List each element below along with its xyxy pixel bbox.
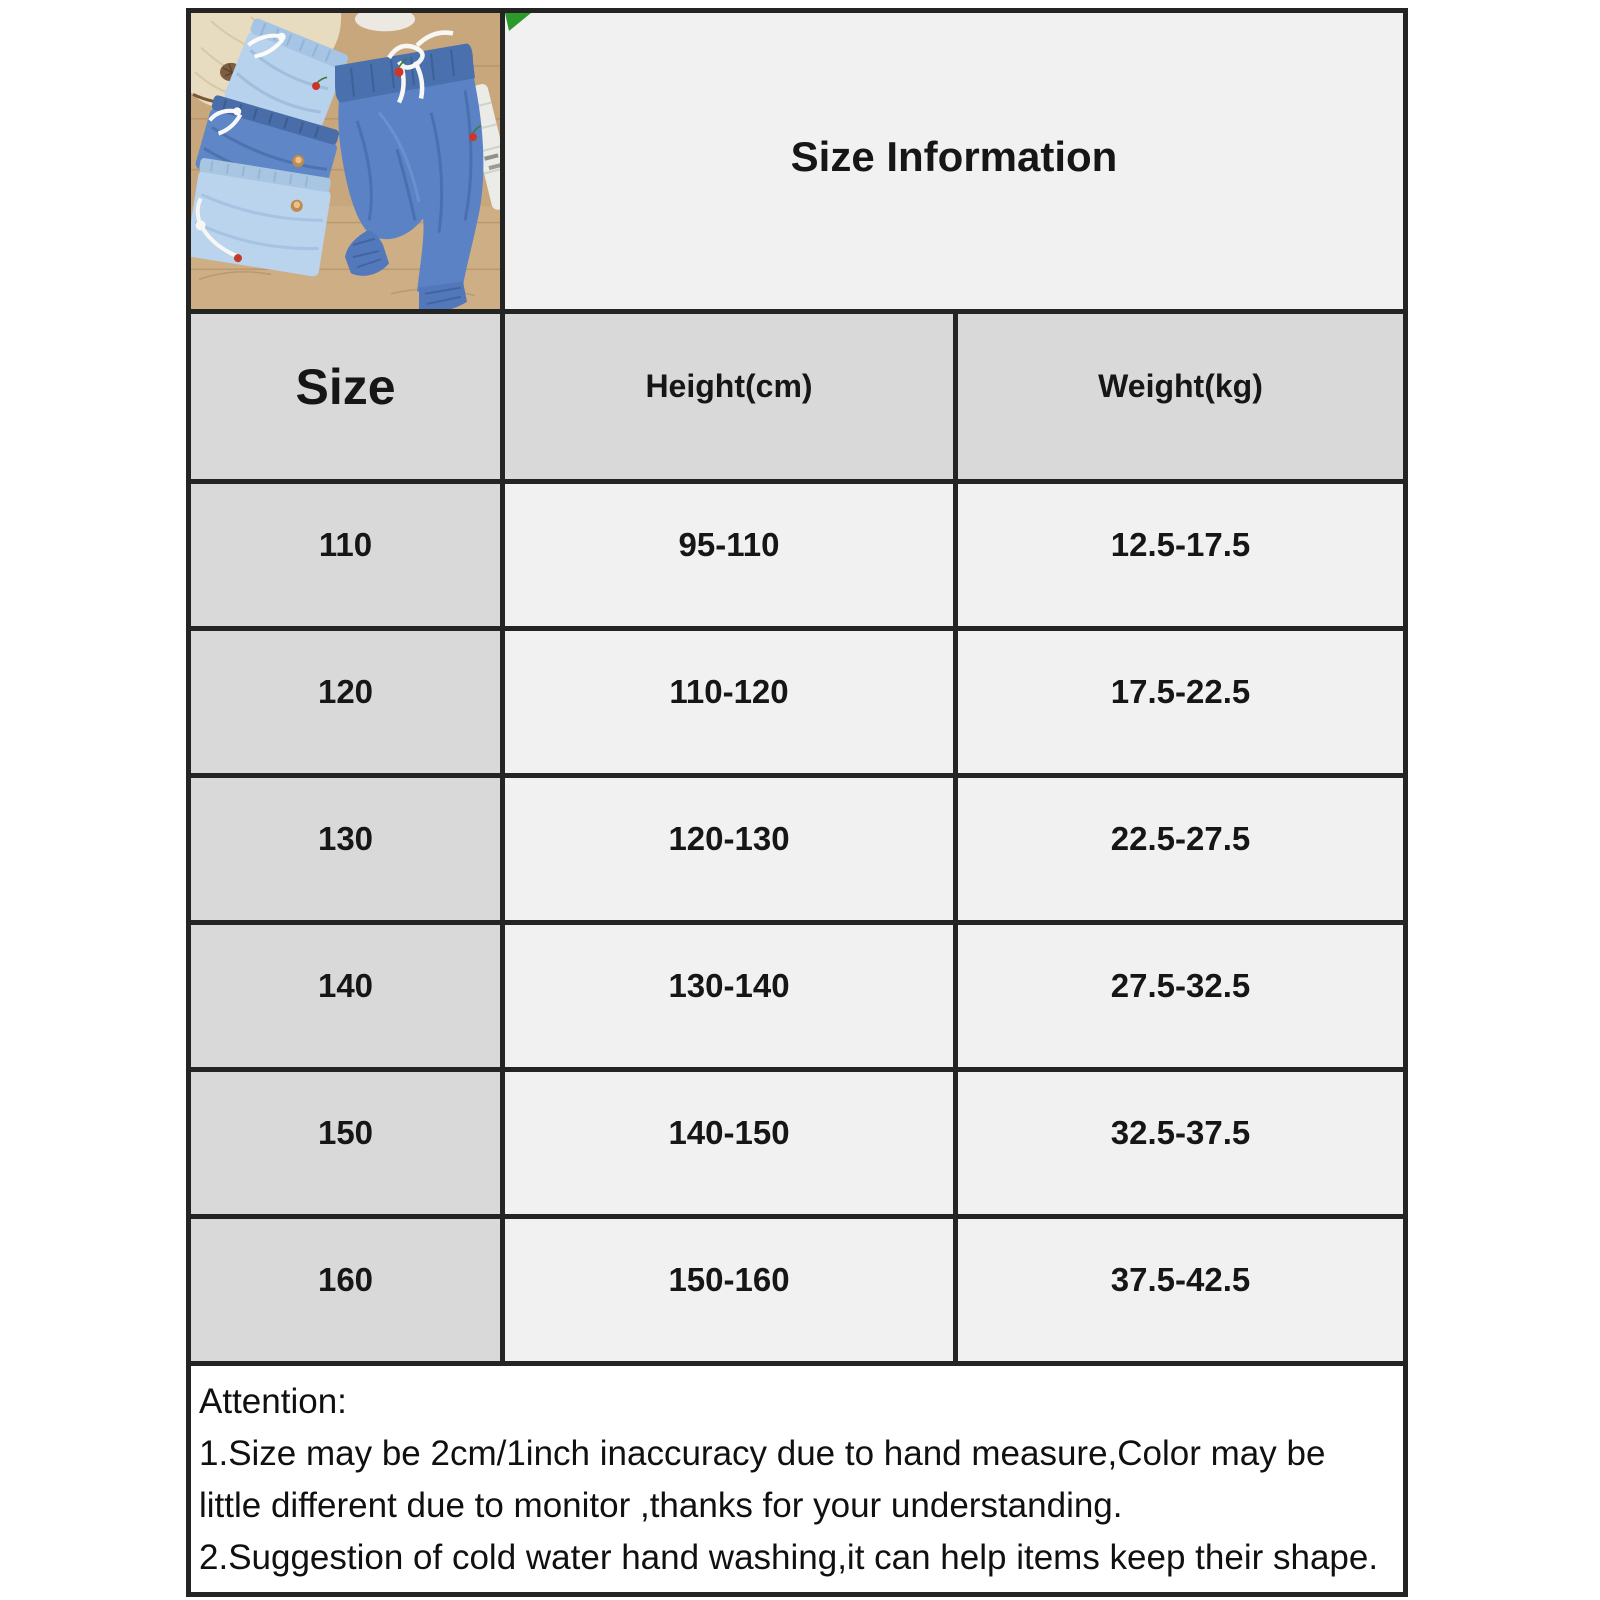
size-value: 110	[191, 484, 505, 626]
size-value: 150	[191, 1072, 505, 1214]
green-corner-triangle-icon	[505, 13, 531, 31]
weight-value: 12.5-17.5	[958, 484, 1403, 626]
column-header-size: Size	[191, 314, 505, 479]
weight-value: 32.5-37.5	[958, 1072, 1403, 1214]
cherry-embroidery	[395, 67, 404, 76]
weight-value: 22.5-27.5	[958, 778, 1403, 920]
table-header-row	[191, 309, 1403, 479]
product-photo	[191, 13, 500, 309]
size-value: 140	[191, 925, 505, 1067]
weight-value: 17.5-22.5	[958, 631, 1403, 773]
weight-value: 27.5-32.5	[958, 925, 1403, 1067]
table-row	[191, 1067, 1403, 1214]
pants-pale-blue-bottom	[191, 157, 333, 277]
height-value: 95-110	[505, 484, 958, 626]
column-header-height: Height(cm)	[505, 314, 958, 479]
page-title: Size Information	[790, 133, 1118, 180]
table-row	[191, 479, 1403, 626]
size-information-title-cell	[505, 13, 1403, 309]
product-photo-cell	[191, 13, 505, 309]
attention-note-1: 1.Size may be 2cm/1inch inaccuracy due to hand measure,Color may be little different due to monitor ,thanks for your understanding.	[199, 1434, 1326, 1525]
height-value: 110-120	[505, 631, 958, 773]
table-row	[191, 920, 1403, 1067]
top-row	[191, 13, 1403, 309]
size-value: 130	[191, 778, 505, 920]
attention-heading: Attention:	[199, 1382, 347, 1421]
size-value: 160	[191, 1219, 505, 1361]
height-value: 130-140	[505, 925, 958, 1067]
column-header-weight: Weight(kg)	[1098, 368, 1263, 404]
height-value: 150-160	[505, 1219, 958, 1361]
table-row	[191, 773, 1403, 920]
attention-note	[191, 1361, 1403, 1592]
weight-value: 37.5-42.5	[958, 1219, 1403, 1361]
table-row	[191, 626, 1403, 773]
cherry-embroidery	[469, 133, 477, 141]
attention-note-2: 2.Suggestion of cold water hand washing,it can help items keep their shape.	[199, 1538, 1379, 1577]
size-chart-sheet	[186, 8, 1408, 1597]
height-value: 120-130	[505, 778, 958, 920]
size-value: 120	[191, 631, 505, 773]
table-row	[191, 1214, 1403, 1361]
height-value: 140-150	[505, 1072, 958, 1214]
